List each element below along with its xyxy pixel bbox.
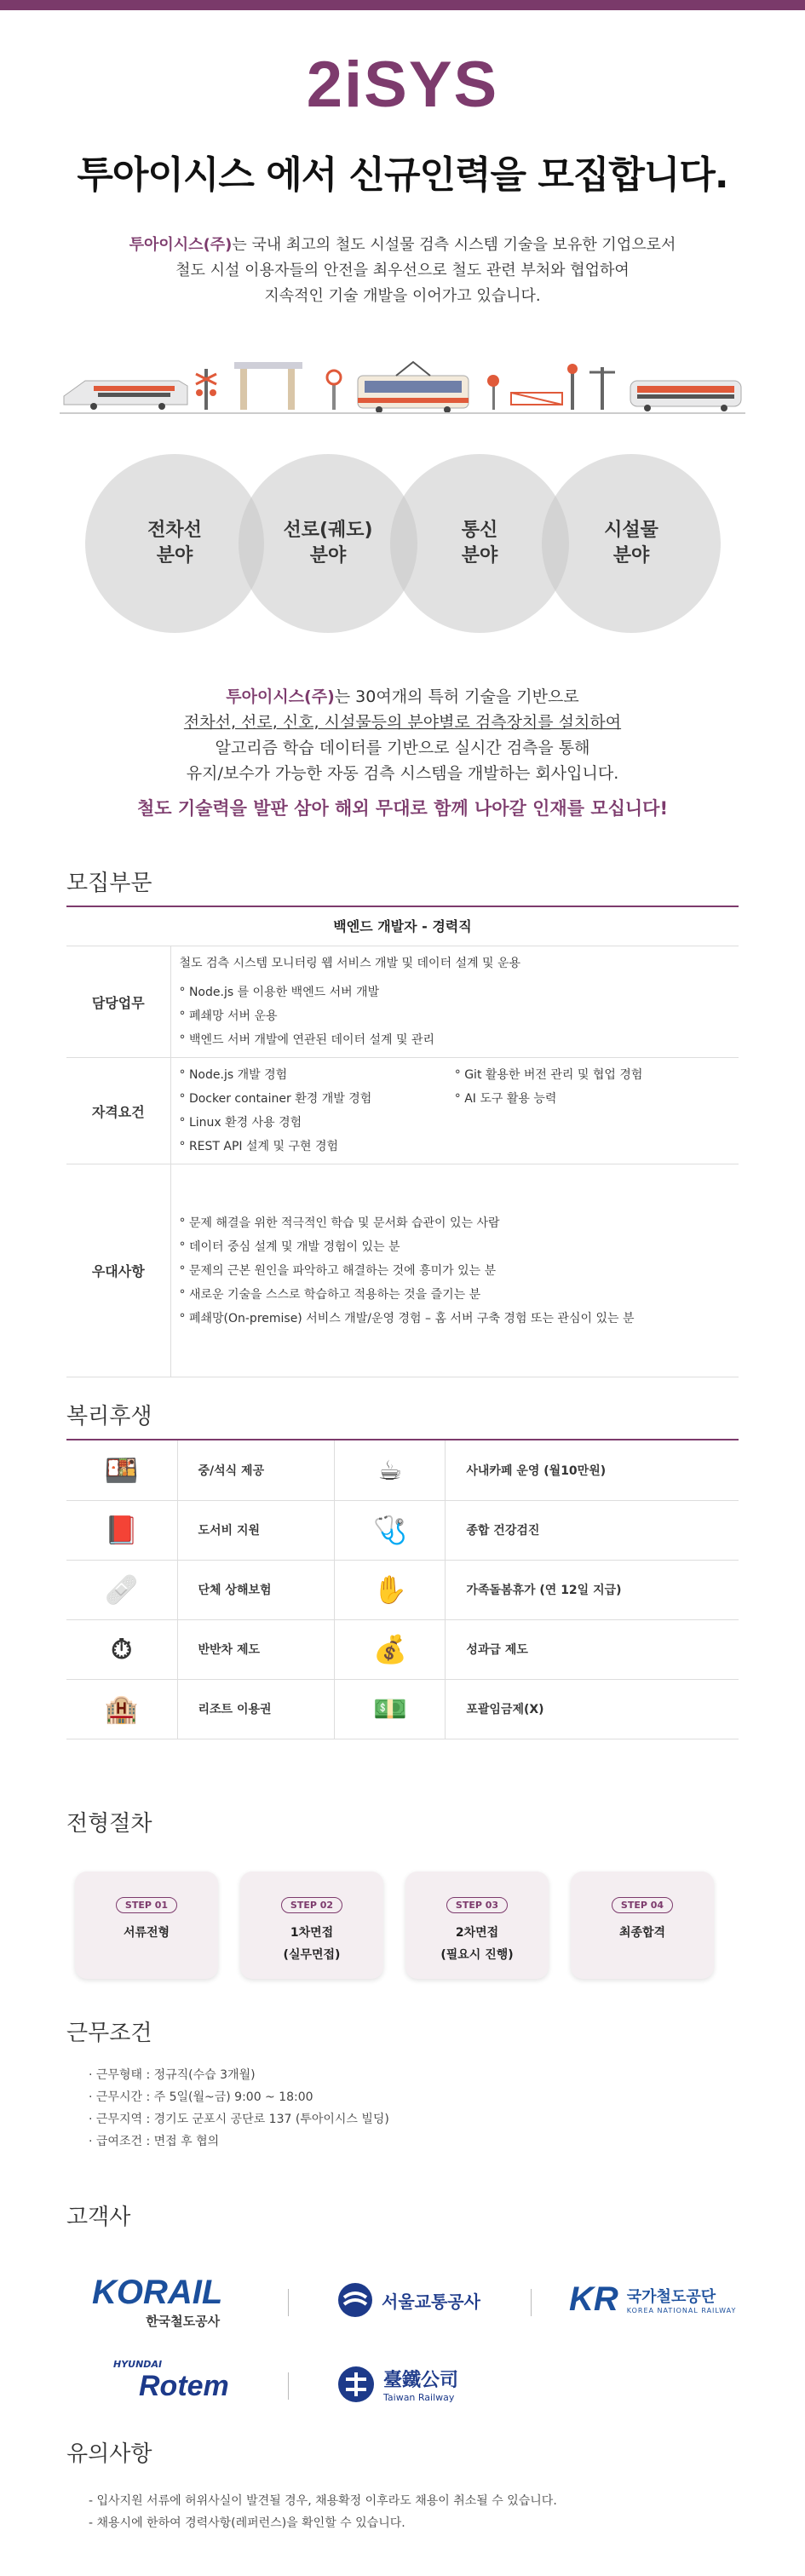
benefit-label: 사내카페 운영 (월10만원)	[446, 1440, 739, 1500]
sensor-pole-icon	[327, 371, 341, 410]
conditions-section	[0, 2015, 805, 2153]
step-name: 서류전형	[123, 1926, 170, 1940]
conditions-list	[89, 2064, 805, 2153]
benefit-label: 반반차 제도	[177, 1619, 335, 1679]
process-title: 전형절차	[66, 1811, 152, 1837]
benefit-label: 단체 상해보험	[177, 1560, 335, 1619]
qualification-content: ° Node.js 개발 경험 ° Docker container 환경 개발 경험 ° Linux 환경 사용 경험 ° REST API 설계 및 구현 경험 ° Git 활용한 버전 관리 및 협업 경험 ° AI 도구 활용 능력	[170, 1058, 739, 1164]
clients-logos	[66, 2257, 739, 2444]
korail-logo: KORAIL 한국철도공사	[92, 2274, 223, 2329]
intro-paragraph	[0, 233, 805, 309]
duties-label: 담당업무	[66, 946, 170, 1058]
crossing-signal-icon	[196, 369, 216, 410]
intro-line2: 철도 시설 이용자들의 안전을 최우선으로 철도 관련 부처와 협업하여	[175, 262, 630, 279]
benefits-section	[0, 1399, 805, 1739]
logo-divider	[531, 2289, 532, 2316]
railway-illustration	[60, 343, 745, 420]
step-card	[405, 1872, 549, 1979]
step-sub: (실무면접)	[283, 1948, 341, 1962]
condition-item: · 근무형태 : 정규직(수습 3개월)	[89, 2068, 256, 2082]
salary-icon: 💵	[335, 1679, 446, 1739]
rotem-logo: HYUNDAI Rotem	[113, 2359, 229, 2402]
step-card	[240, 1872, 383, 1979]
intro-line3: 지속적인 기술 개발을 이어가고 있습니다.	[264, 287, 541, 305]
benefit-label: 포괄임금제(X)	[446, 1679, 739, 1739]
clock-icon: ⏱	[66, 1619, 177, 1679]
note-item: - 입사지원 서류에 허위사실이 발견될 경우, 채용확정 이후라도 채용이 취소될 수 있습니다.	[89, 2494, 557, 2508]
page-headline: 투아이시스 에서 신규인력을 모집합니다.	[77, 153, 728, 197]
benefit-label: 가족돌봄휴가 (연 12일 지급)	[446, 1560, 739, 1619]
recruit-section	[0, 865, 805, 1377]
step-name: 1차면접	[290, 1926, 334, 1940]
benefit-label: 도서비 지원	[177, 1500, 335, 1560]
condition-item: · 근무시간 : 주 5일(월~금) 9:00 ~ 18:00	[89, 2090, 313, 2104]
desc-line2: 전차선, 선로, 신호, 시설물등의 분야별로 검측장치를 설치하여	[183, 713, 622, 732]
field-circle-facility: 시설물 분야	[542, 454, 721, 633]
field-circle-communication: 통신 분야	[390, 454, 569, 633]
slogan: 철도 기술력을 발판 삼아 해외 무대로 함께 나아갈 인재를 모십니다!	[136, 798, 669, 819]
clients-section	[0, 2199, 805, 2444]
clients-title: 고객사	[66, 2205, 131, 2230]
benefit-row	[66, 1619, 739, 1679]
step-sub: (필요시 진행)	[440, 1948, 514, 1962]
intro-line1: 는 국내 최고의 철도 시설물 검측 시스템 기술을 보유한 기업으로서	[232, 236, 676, 254]
family-icon: ✋	[335, 1560, 446, 1619]
kr-logo: KR 국가철도공단 KOREA NATIONAL RAILWAY	[569, 2280, 737, 2318]
step-tag: STEP 04	[612, 1897, 673, 1913]
desc-company: 투아이시스(주)	[226, 687, 335, 706]
menu-icon: 🍱	[66, 1440, 177, 1500]
notes-title: 유의사항	[66, 2441, 152, 2467]
conditions-title: 근무조건	[66, 2021, 152, 2046]
resort-icon: 🏨	[66, 1679, 177, 1739]
recruit-position: 백엔드 개발자 - 경력직	[66, 907, 739, 946]
company-logo: 2iSYS	[306, 49, 499, 121]
recruit-table	[66, 946, 739, 1377]
top-accent-bar	[0, 0, 805, 10]
telegraph-post-icon	[589, 367, 615, 410]
taiwan-railway-icon	[337, 2366, 375, 2403]
notes-list	[89, 2490, 805, 2534]
benefit-row	[66, 1560, 739, 1619]
benefits-title: 복리후생	[66, 1404, 152, 1429]
stethoscope-icon: 🩺	[335, 1500, 446, 1560]
desc-line4: 유지/보수가 가능한 자동 검측 시스템을 개발하는 회사입니다.	[186, 764, 619, 783]
catenary-gantry-icon	[234, 362, 302, 410]
preference-label: 우대사항	[66, 1164, 170, 1377]
benefit-row	[66, 1679, 739, 1739]
qualification-label: 자격요건	[66, 1058, 170, 1164]
benefit-label: 중/석식 제공	[177, 1440, 335, 1500]
stop-sign-icon	[487, 375, 499, 410]
desc-line1: 는 30여개의 특허 기술을 기반으로	[334, 687, 579, 706]
passenger-train-icon	[630, 381, 741, 411]
seoul-metro-logo: 서울교통공사	[337, 2282, 480, 2318]
step-tag: STEP 02	[281, 1897, 342, 1913]
benefit-label: 성과급 제도	[446, 1619, 739, 1679]
process-steps	[75, 1872, 739, 1979]
step-name: 2차면접	[455, 1926, 499, 1940]
coffee-icon: ☕	[335, 1440, 446, 1500]
step-card	[571, 1872, 714, 1979]
condition-item: · 급여조건 : 면접 후 협의	[89, 2135, 220, 2148]
benefit-row	[66, 1440, 739, 1500]
benefit-label: 종합 건강검진	[446, 1500, 739, 1560]
benefits-table	[66, 1440, 739, 1739]
condition-item: · 근무지역 : 경기도 군포시 공단로 137 (투아이시스 빌딩)	[89, 2113, 389, 2126]
barrier-icon	[511, 364, 578, 410]
logo-divider	[288, 2372, 289, 2400]
process-section	[0, 1806, 805, 1979]
duties-content: 철도 검측 시스템 모니터링 웹 서비스 개발 및 데이터 설계 및 운용 ° Node.js 를 이용한 백엔드 서버 개발 ° 폐쇄망 서버 운용 ° 백엔드 서버 개발에 연관된 데이터 설계 및 관리	[170, 946, 739, 1058]
ktx-train-icon	[64, 381, 187, 410]
recruit-title: 모집부문	[66, 871, 152, 896]
intro-company: 투아이시스(주)	[129, 236, 233, 254]
qualification-row	[66, 1058, 739, 1164]
note-item: - 채용시에 한하여 경력사항(레퍼런스)을 확인할 수 있습니다.	[89, 2516, 405, 2530]
inspection-train-icon	[358, 362, 469, 413]
bonus-icon: 💰	[335, 1619, 446, 1679]
insurance-icon: 🩹	[66, 1560, 177, 1619]
benefit-row	[66, 1500, 739, 1560]
preference-content: ° 문제 해결을 위한 적극적인 학습 및 문서화 습관이 있는 사람 ° 데이터 중심 설계 및 개발 경험이 있는 분 ° 문제의 근본 원인을 파악하고 해결하는 것에 흥미가 있는 분 ° 새로운 기술을 스스로 학습하고 적용하는 것을 즐기는 분 ° 폐쇄망(On-premise) 서비스 개발/운영 경험 – 홈 서버 구축 경험 또는 관심이 있는 분	[170, 1164, 739, 1377]
company-description	[0, 684, 805, 786]
railway-illustration-icon	[60, 343, 745, 420]
notes-section	[0, 2436, 805, 2534]
taiwan-railway-logo: 臺鐵公司 Taiwan Railway	[337, 2366, 458, 2403]
desc-line3: 알고리즘 학습 데이터를 기반으로 실시간 검측을 통해	[215, 739, 590, 757]
step-name: 최종합격	[618, 1926, 666, 1940]
field-circle-catenary: 전차선 분야	[85, 454, 264, 633]
duties-row	[66, 946, 739, 1058]
benefit-label: 리조트 이용권	[177, 1679, 335, 1739]
step-tag: STEP 01	[116, 1897, 177, 1913]
logo-divider	[288, 2289, 289, 2316]
field-circles	[0, 454, 805, 658]
preference-row	[66, 1164, 739, 1377]
book-icon: 📕	[66, 1500, 177, 1560]
step-card	[75, 1872, 218, 1979]
step-tag: STEP 03	[446, 1897, 508, 1913]
seoul-metro-icon	[337, 2282, 373, 2318]
field-circle-track: 선로(궤도) 분야	[239, 454, 417, 633]
